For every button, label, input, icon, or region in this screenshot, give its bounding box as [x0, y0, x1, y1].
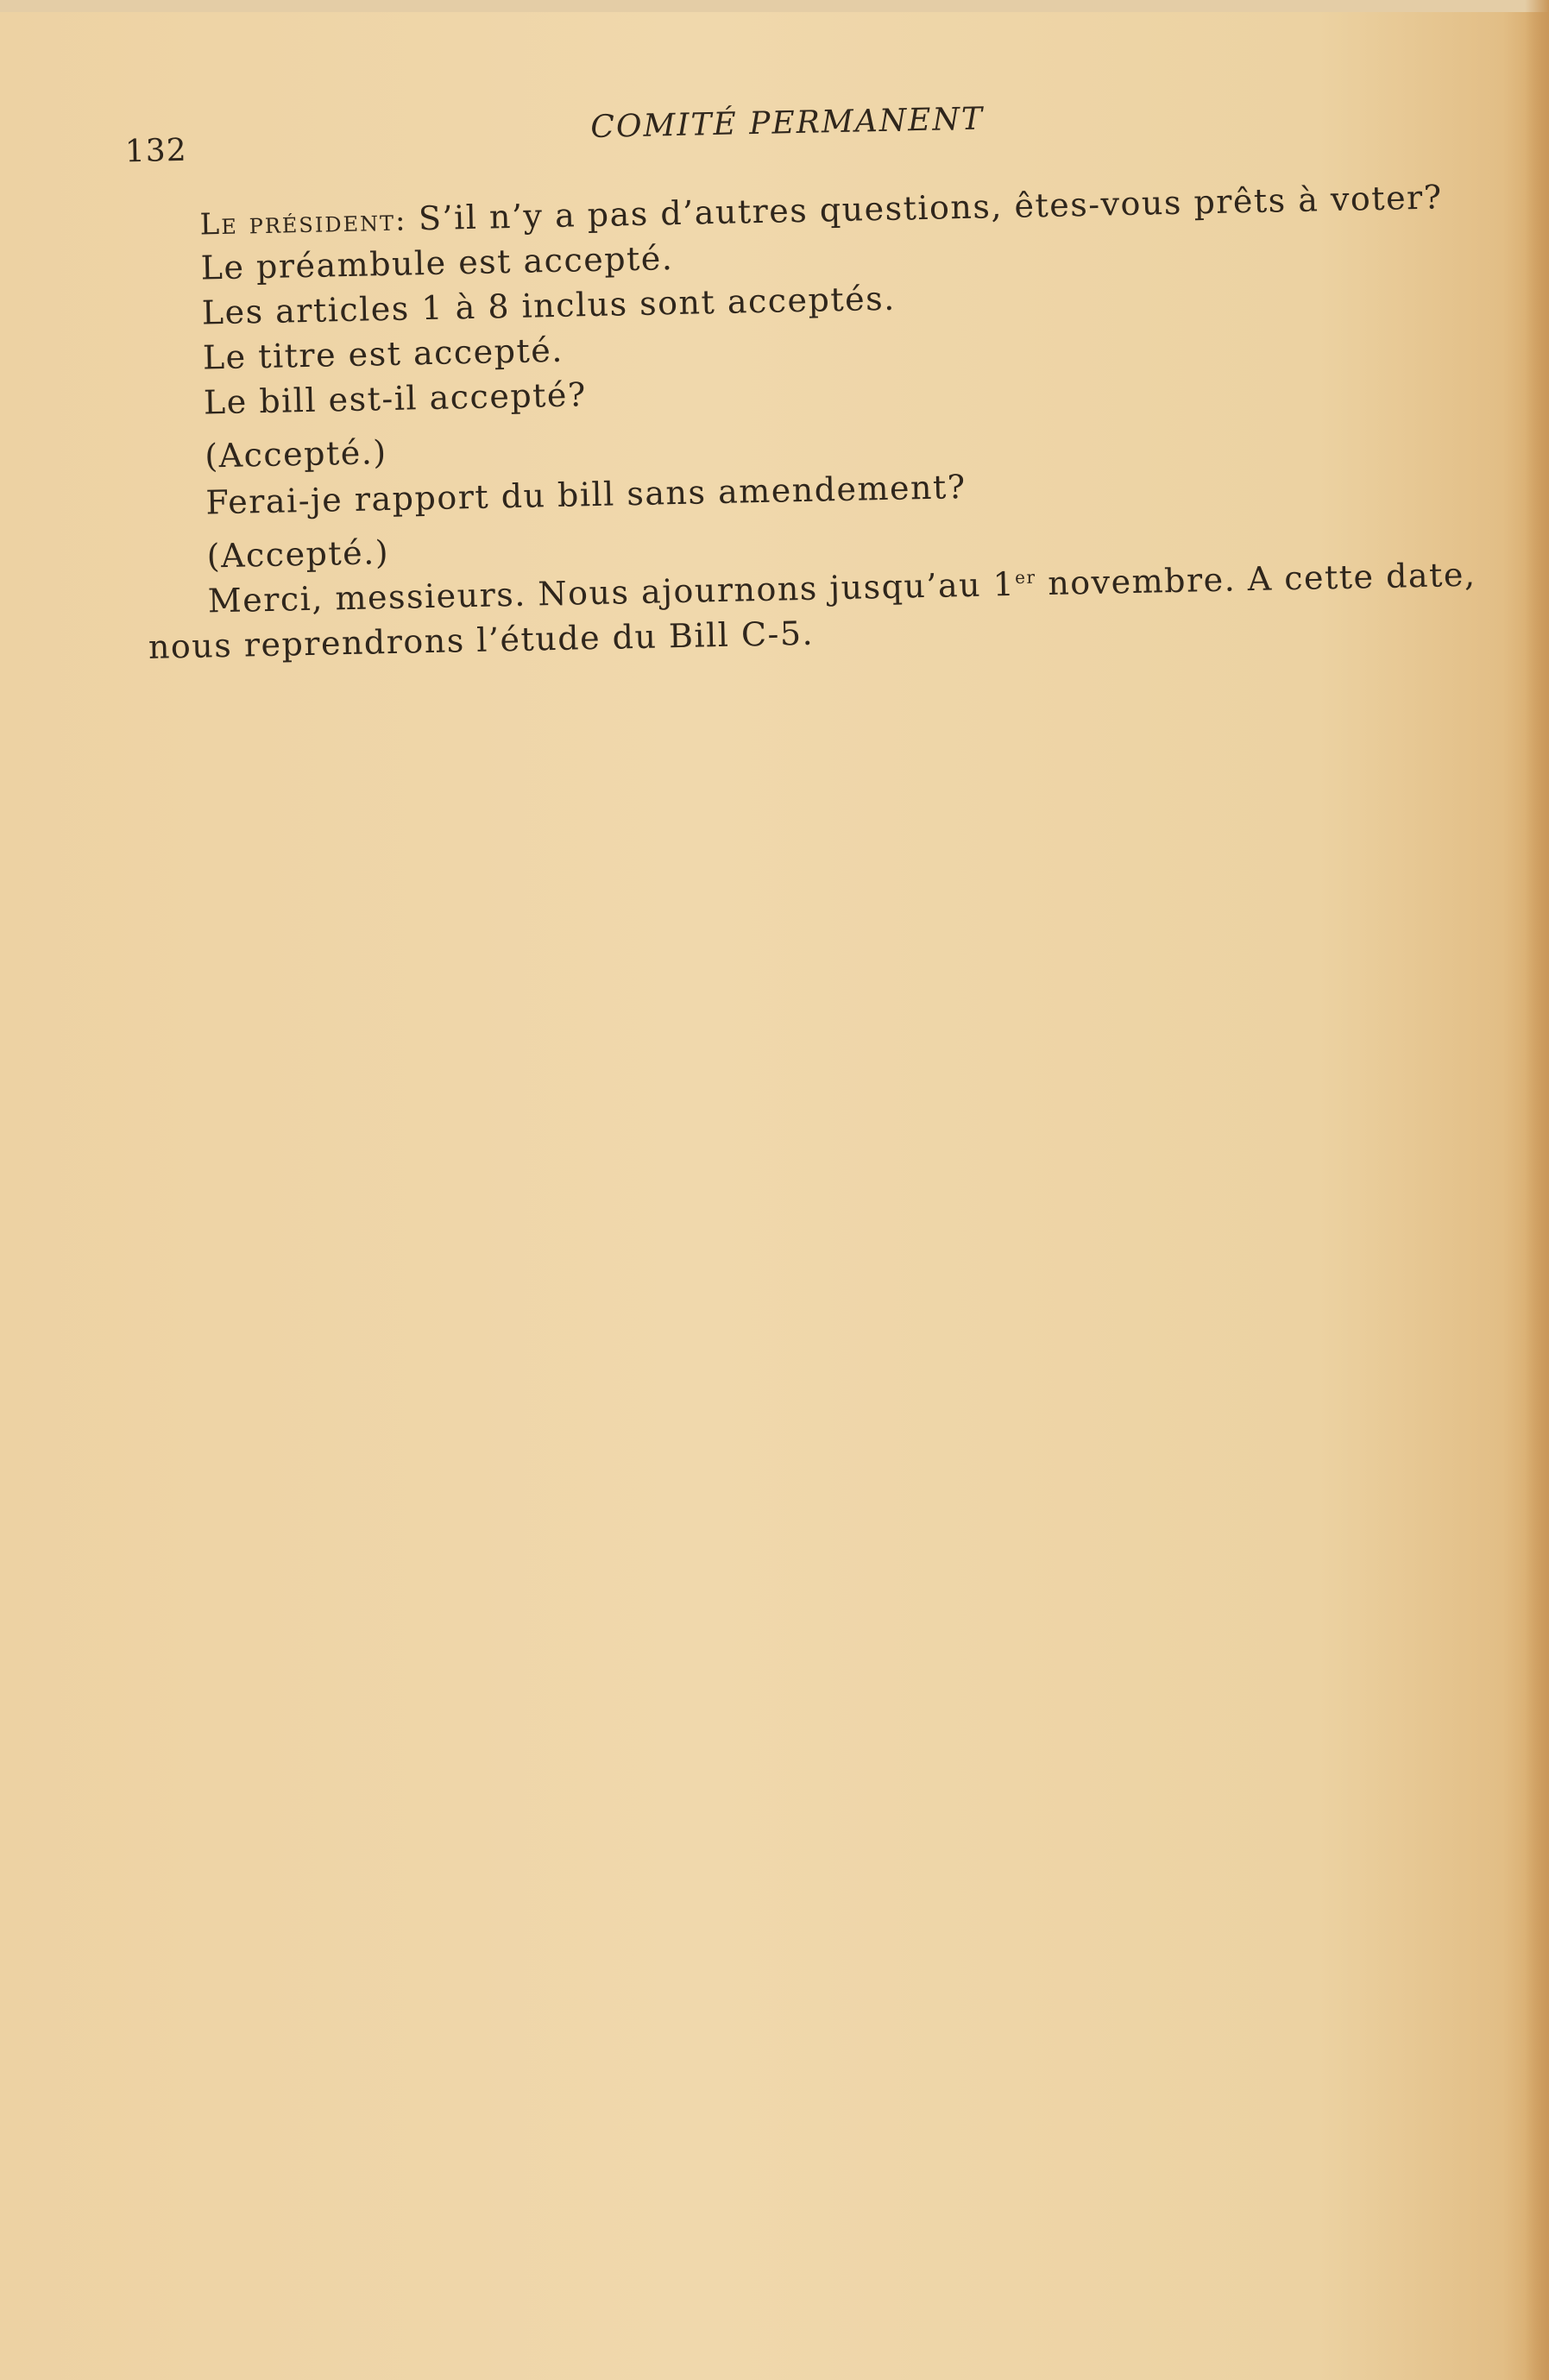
body-line-5: Le bill est-il accepté? [203, 375, 588, 422]
body-line-2: Le préambule est accepté. [200, 239, 674, 287]
body-line-10: nous reprendrons l’étude du Bill C-5. [148, 614, 815, 666]
speaker-label: Le président: [199, 203, 407, 242]
running-head: COMITÉ PERMANENT [590, 101, 985, 146]
body-line-1 [199, 178, 1443, 242]
body-line-8: (Accepté.) [206, 533, 390, 576]
line-9-part-b: novembre. A cette date, [1036, 555, 1477, 603]
body-line-3: Les articles 1 à 8 inclus sont acceptés. [201, 279, 897, 332]
line-9-superscript: er [1014, 566, 1036, 589]
line-1-text: S’il n’y a pas d’autres questions, êtes-vous prêts à voter? [406, 178, 1444, 238]
body-line-7: Ferai-je rapport du bill sans amendement? [205, 467, 967, 522]
page-text-block [0, 0, 1549, 693]
body-line-4: Le titre est accepté. [202, 331, 564, 377]
page-number: 132 [124, 132, 188, 170]
line-9-part-a: Merci, messieurs. Nous ajournons jusqu’au 1 [207, 564, 1016, 620]
body-line-9 [207, 556, 1476, 620]
body-line-6: (Accepté.) [204, 433, 388, 475]
